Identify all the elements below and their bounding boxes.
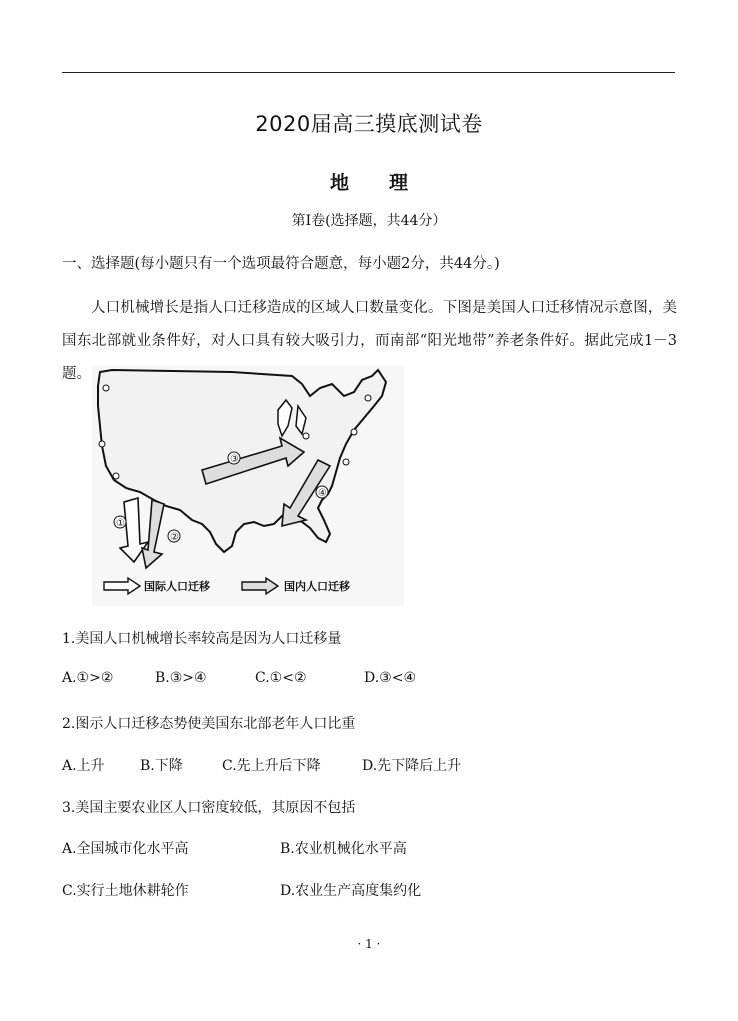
- legend-domestic-label: 国内人口迁移: [284, 580, 350, 593]
- page-number: · 1 ·: [357, 937, 381, 951]
- question-2-option-c[interactable]: C.先上升后下降: [222, 758, 321, 774]
- header-rule: [62, 72, 675, 73]
- question-2-option-d[interactable]: D.先下降后上升: [362, 758, 462, 774]
- arrow-label-1: ①: [116, 518, 125, 529]
- intro-paragraph: 人口机械增长是指人口迁移造成的区域人口数量变化。下图是美国人口迁移情况示意图，美国东北部就业条件好，对人口具有较大吸引力，而南部“阳光地带”养老条件好。据此完成1－3题。: [62, 300, 677, 382]
- section-heading: 一、选择题(每小题只有一个选项最符合题意，每小题2分，共44分。): [62, 256, 500, 272]
- city-marker: [365, 395, 371, 401]
- city-marker: [103, 385, 109, 391]
- city-marker: [351, 429, 357, 435]
- question-1-option-a[interactable]: A.①>②: [62, 670, 114, 686]
- city-marker: [303, 433, 309, 439]
- volume-title: 第Ⅰ卷(选择题，共44分）: [291, 213, 447, 229]
- city-marker: [99, 441, 105, 447]
- question-1-option-b[interactable]: B.③>④: [155, 670, 207, 686]
- subject-title: 地理: [329, 172, 448, 194]
- legend-international-arrow: [104, 578, 140, 594]
- arrow-2: [142, 500, 164, 568]
- question-1-option-d[interactable]: D.③<④: [364, 670, 417, 686]
- question-3-option-c[interactable]: C.实行土地休耕轮作: [62, 883, 189, 899]
- legend-international-label: 国际人口迁移: [144, 580, 210, 593]
- question-2-option-a[interactable]: A.上升: [62, 758, 105, 774]
- question-3-option-d[interactable]: D.农业生产高度集约化: [280, 883, 422, 899]
- us-migration-map: [92, 366, 404, 606]
- city-marker: [113, 473, 119, 479]
- question-1-option-c[interactable]: C.①<②: [255, 670, 307, 686]
- question-2-stem: 2.图示人口迁移态势使美国东北部老年人口比重: [62, 716, 356, 732]
- arrow-label-2: ②: [170, 532, 179, 543]
- question-3-option-a[interactable]: A.全国城市化水平高: [62, 841, 189, 857]
- question-1-stem: 1.美国人口机械增长率较高是因为人口迁移量: [62, 631, 342, 647]
- question-2-option-b[interactable]: B.下降: [140, 758, 183, 774]
- legend-domestic-arrow: [242, 578, 278, 594]
- arrow-label-3: ③: [230, 454, 239, 465]
- question-3-stem: 3.美国主要农业区人口密度较低，其原因不包括: [62, 800, 356, 816]
- question-3-option-b[interactable]: B.农业机械化水平高: [280, 841, 407, 857]
- exam-title: 2020届高三摸底测试卷: [255, 112, 483, 136]
- arrow-label-4: ④: [318, 488, 327, 499]
- city-marker: [343, 459, 349, 465]
